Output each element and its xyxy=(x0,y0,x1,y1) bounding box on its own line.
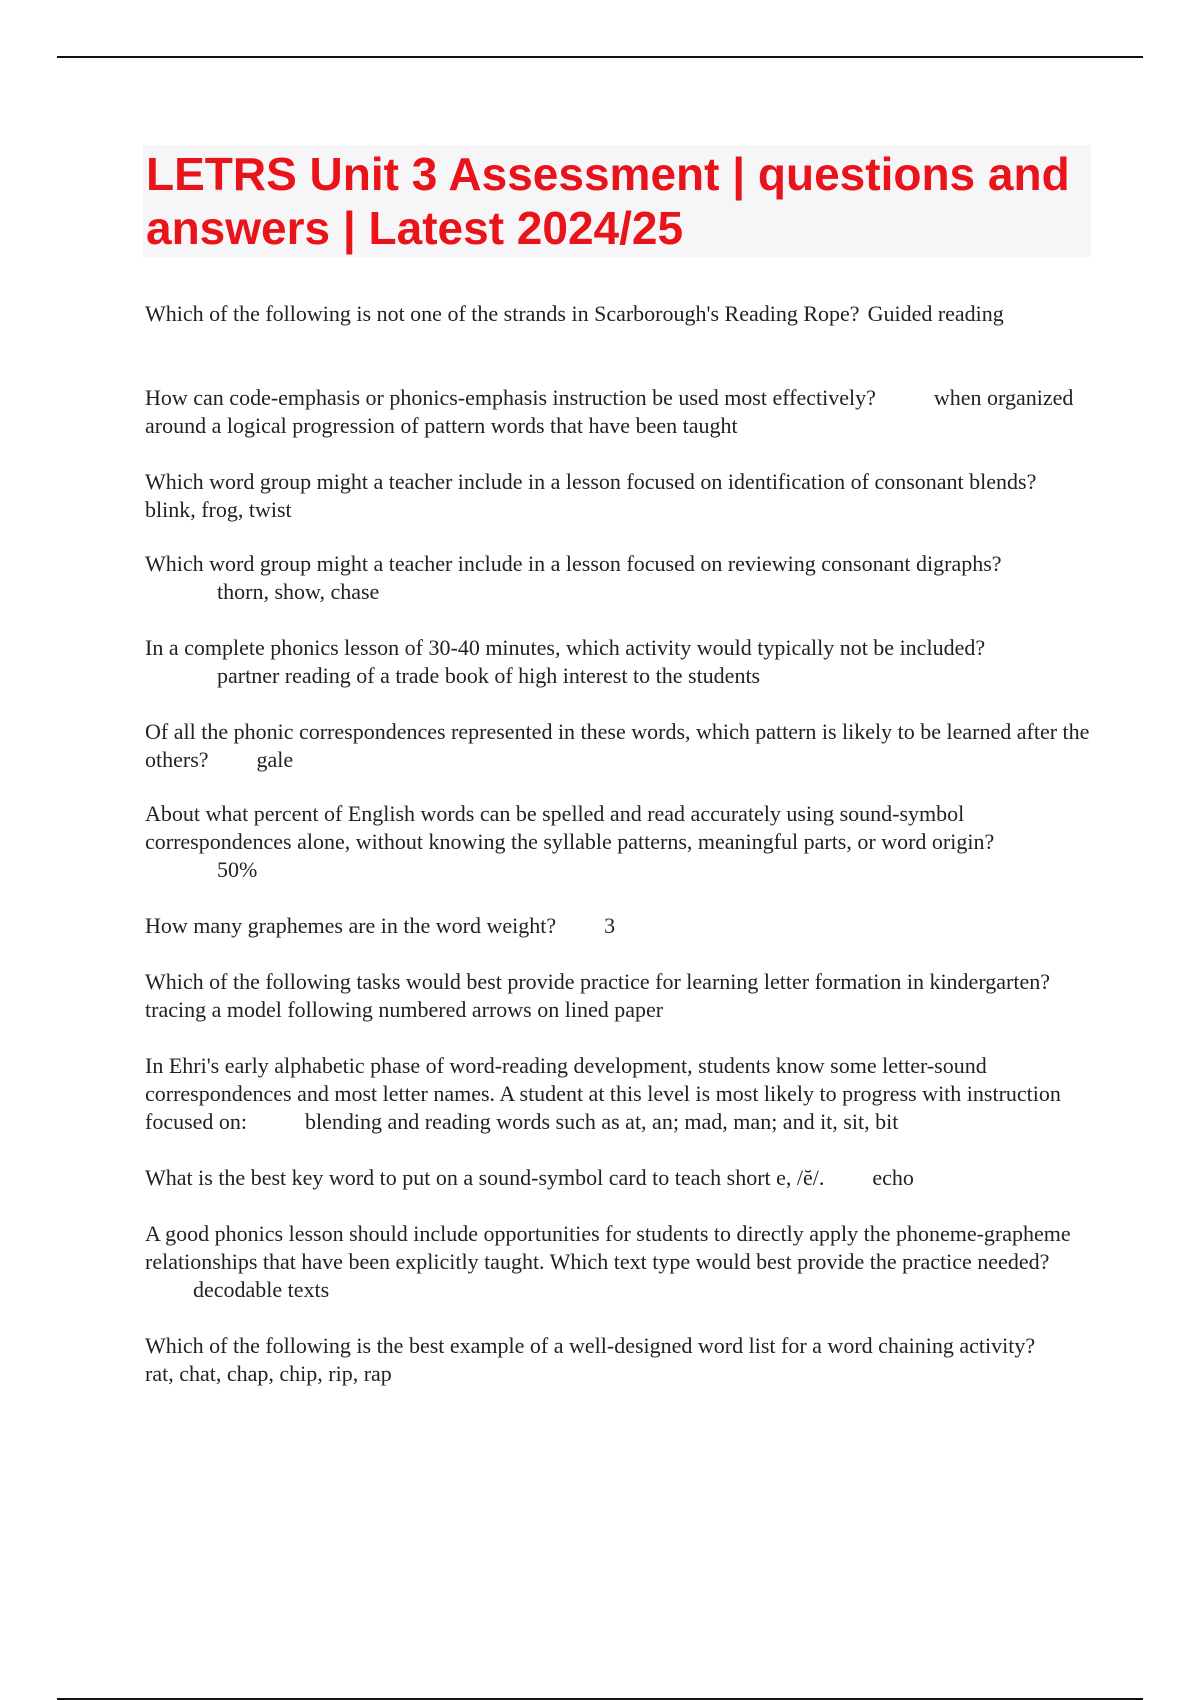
question-text: A good phonics lesson should include opportunities for students to directly apply the phoneme-grapheme relationships that have been explicitly taught. Which text type would best provide the practice needed? xyxy=(145,1221,1071,1274)
question-text: About what percent of English words can be spelled and read accurately using sound-symbol correspondences alone, without knowing the syllable patterns, meaningful parts, or word origin? xyxy=(145,801,995,854)
question-text: Which of the following tasks would best provide practice for learning letter formation in kindergarten? xyxy=(145,969,1050,994)
question-text: In a complete phonics lesson of 30-40 minutes, which activity would typically not be included? xyxy=(145,635,986,660)
question-text: What is the best key word to put on a sound-symbol card to teach short e, /ĕ/. xyxy=(145,1165,825,1190)
answer-text: thorn, show, chase xyxy=(217,579,380,604)
question-text: Which word group might a teacher include in a lesson focused on identification of consonant blends? xyxy=(145,469,1037,494)
question-text: Which of the following is the best example of a well-designed word list for a word chaining activity? xyxy=(145,1333,1036,1358)
answer-text: decodable texts xyxy=(193,1277,330,1302)
qa-item-12 xyxy=(145,1220,1095,1304)
answer-text: partner reading of a trade book of high interest to the students xyxy=(217,663,761,688)
answer-text: gale xyxy=(256,747,294,772)
qa-item-3 xyxy=(145,468,1095,524)
qa-item-11 xyxy=(145,1164,1095,1192)
question-text: Which of the following is not one of the strands in Scarborough's Reading Rope? xyxy=(145,301,860,326)
qa-item-2 xyxy=(145,384,1095,440)
qa-item-7 xyxy=(145,800,1095,884)
question-text: Which word group might a teacher include in a lesson focused on reviewing consonant digraphs? xyxy=(145,551,1002,576)
question-text: Of all the phonic correspondences represented in these words, which pattern is likely to be learned after the others? xyxy=(145,719,1090,772)
answer-text: 50% xyxy=(217,857,258,882)
answer-text: when organized around a logical progression of pattern words that have been taught xyxy=(145,385,1074,438)
answer-text: 3 xyxy=(604,913,616,938)
question-text: In Ehri's early alphabetic phase of word-reading development, students know some letter-sound correspondences and most letter names. A student at this level is most likely to progress with instruction focused on: xyxy=(145,1053,1061,1134)
document-title: LETRS Unit 3 Assessment | questions and answers | Latest 2024/25 xyxy=(146,148,1070,254)
answer-text: echo xyxy=(872,1165,914,1190)
answer-text: Guided reading xyxy=(867,301,1004,326)
qa-item-10 xyxy=(145,1052,1095,1136)
qa-item-9 xyxy=(145,968,1095,1024)
answer-text: blending and reading words such as at, an; mad, man; and it, sit, bit xyxy=(305,1109,899,1134)
qa-item-13 xyxy=(145,1332,1095,1388)
top-rule xyxy=(57,56,1143,58)
answer-text: rat, chat, chap, chip, rip, rap xyxy=(145,1361,392,1386)
question-text: How can code-emphasis or phonics-emphasis instruction be used most effectively? xyxy=(145,385,876,410)
question-text: How many graphemes are in the word weight? xyxy=(145,913,557,938)
qa-item-1 xyxy=(145,300,1095,328)
qa-item-5 xyxy=(145,634,1095,690)
qa-item-8 xyxy=(145,912,1095,940)
answer-text: blink, frog, twist xyxy=(145,497,292,522)
answer-text: tracing a model following numbered arrows on lined paper xyxy=(145,997,664,1022)
qa-item-4 xyxy=(145,550,1095,606)
qa-item-6 xyxy=(145,718,1095,774)
